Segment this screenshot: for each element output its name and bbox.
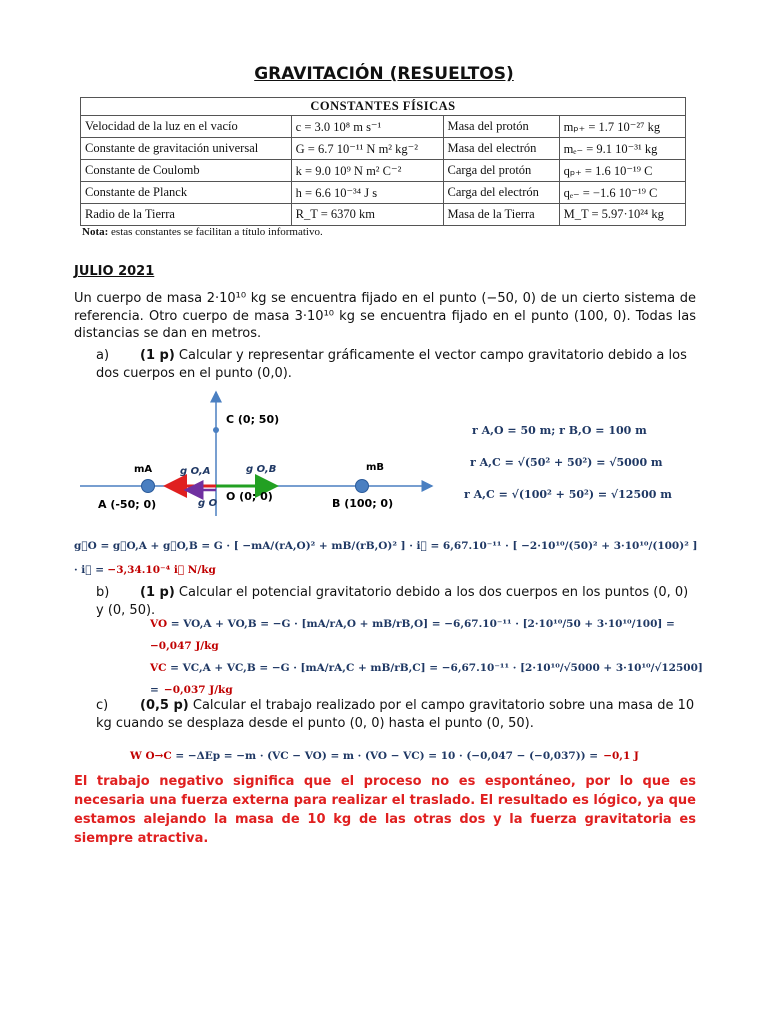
distance-eq-1: r A,O = 50 m; r B,O = 100 m [472,424,647,437]
potential-c-result: −0,037 J/kg [163,684,233,696]
label-g-ob: g O,B [246,464,277,475]
label-c: C (0; 50) [226,413,280,426]
label-b: B (100; 0) [332,497,394,510]
part-label: a) [96,348,110,363]
label-o: O (0; 0) [226,490,273,503]
note-label: Nota: [82,226,109,238]
field-diagram [80,388,440,518]
part-points: (0,5 p) [140,698,189,713]
potential-o-body: = VO,A + VO,B = −G · [mA/rA,O + mB/rB,O] = −6,67.10⁻¹¹ · [2·10¹⁰/50 + 3·10¹⁰/100] = [167,618,675,630]
conclusion-text: El trabajo negativo significa que el proceso no es espontáneo, por lo que es necesaria una fuerza externa para realizar el traslado. El resultado es lógico, ya que estamos alejando la masa de 10 kg de las otras dos y la fuerza gravitatoria es siempre atractiva. [74,774,696,846]
part-a [96,347,696,382]
constants-header: CONSTANTES FÍSICAS [81,98,686,116]
potential-o-lhs: VO [150,618,168,630]
constant-name: Masa del protón [443,116,559,138]
constant-value: G = 6.7 10⁻¹¹ N m² kg⁻² [291,138,443,160]
constant-value: h = 6.6 10⁻³⁴ J s [291,182,443,204]
work-lhs: W O→C [130,750,172,762]
label-mb: mB [366,462,385,473]
work-body: = −ΔEp = −m · (VC − VO) = m · (VO − VC) = 10 · (−0,047 − (−0,037)) = [171,750,599,762]
page-title: GRAVITACIÓN (RESUELTOS) [254,64,514,84]
constant-value: qₚ₊ = 1.6 10⁻¹⁹ C [559,160,685,182]
constant-name: Carga del protón [443,160,559,182]
constant-name: Constante de Planck [81,182,292,204]
constants-table [80,97,686,226]
constant-name: Masa de la Tierra [443,204,559,226]
constant-value: k = 9.0 10⁹ N m² C⁻² [291,160,443,182]
field-equation [74,534,704,582]
table-row [81,138,686,160]
mass-b [356,480,369,493]
part-text: Calcular el trabajo realizado por el campo gravitatorio sobre una masa de 10 kg cuando se desplaza desde el punto (0, 0) hasta el punto (0, 50). [96,698,695,731]
constant-name: Carga del electrón [443,182,559,204]
potential-o-equation [150,612,710,656]
potential-c-body: = VC,A + VC,B = −G · [mA/rA,C + mB/rB,C] = −6,67.10⁻¹¹ · [2·10¹⁰/√5000 + 3·10¹⁰/√12500] = [150,662,703,696]
potential-o-result: −0,047 J/kg [150,640,219,652]
part-points: (1 p) [140,348,175,363]
field-result: −3,34.10⁻⁴ i⃗ N/kg [107,564,216,576]
part-label: c) [96,698,109,713]
potential-c-equation [150,656,710,700]
table-note [82,226,323,238]
field-equation-body: g⃗O = g⃗O,A + g⃗O,B = G · [ −mA/(rA,O)² + mB/(rB,O)² ] · i⃗ = 6,67.10⁻¹¹ · [ −2·10¹⁰/(50)² + 3·10¹⁰/(100)² ] · i⃗ = [74,540,698,576]
work-equation [130,744,730,763]
constant-name: Masa del electrón [443,138,559,160]
constant-value: qₑ₋ = −1.6 10⁻¹⁹ C [559,182,685,204]
constant-value: M_T = 5.97·10²⁴ kg [559,204,685,226]
note-text: estas constantes se facilitan a título informativo. [108,226,323,238]
mass-a [142,480,155,493]
part-text: Calcular el potencial gravitatorio debido a los dos cuerpos en los puntos (0, 0) y (0, 50). [96,585,689,618]
label-ma: mA [134,464,153,475]
point-c [213,427,219,433]
constant-name: Radio de la Tierra [81,204,292,226]
label-a: A (-50; 0) [98,498,157,511]
constant-value: R_T = 6370 km [291,204,443,226]
constant-name: Velocidad de la luz en el vacío [81,116,292,138]
table-row [81,204,686,226]
part-label: b) [96,585,110,600]
part-c [96,697,696,732]
distance-eq-2: r A,C = √(50² + 50²) = √5000 m [470,456,663,469]
potential-c-lhs: VC [150,662,167,674]
table-row [81,160,686,182]
constant-name: Constante de gravitación universal [81,138,292,160]
constant-value: mₚ₊ = 1.7 10⁻²⁷ kg [559,116,685,138]
part-points: (1 p) [140,585,175,600]
constant-name: Constante de Coulomb [81,160,292,182]
constant-value: mₑ₋ = 9.1 10⁻³¹ kg [559,138,685,160]
label-g-oa: g O,A [180,466,211,477]
table-row [81,116,686,138]
table-row [81,182,686,204]
label-g-o: g O [198,498,218,509]
work-result: −0,1 J [603,750,639,762]
part-text: Calcular y representar gráficamente el vector campo gravitatorio debido a los dos cuerpos en el punto (0,0). [96,348,687,381]
constant-value: c = 3.0 10⁸ m s⁻¹ [291,116,443,138]
section-heading: JULIO 2021 [74,264,155,279]
distance-eq-3: r A,C = √(100² + 50²) = √12500 m [464,488,672,501]
problem-statement: Un cuerpo de masa 2·10¹⁰ kg se encuentra fijado en el punto (−50, 0) de un cierto sistema de referencia. Otro cuerpo de masa 3·10¹⁰ kg se encuentra fijado en el punto (100, 0). Todas las distancias se dan en metros. [74,291,696,341]
